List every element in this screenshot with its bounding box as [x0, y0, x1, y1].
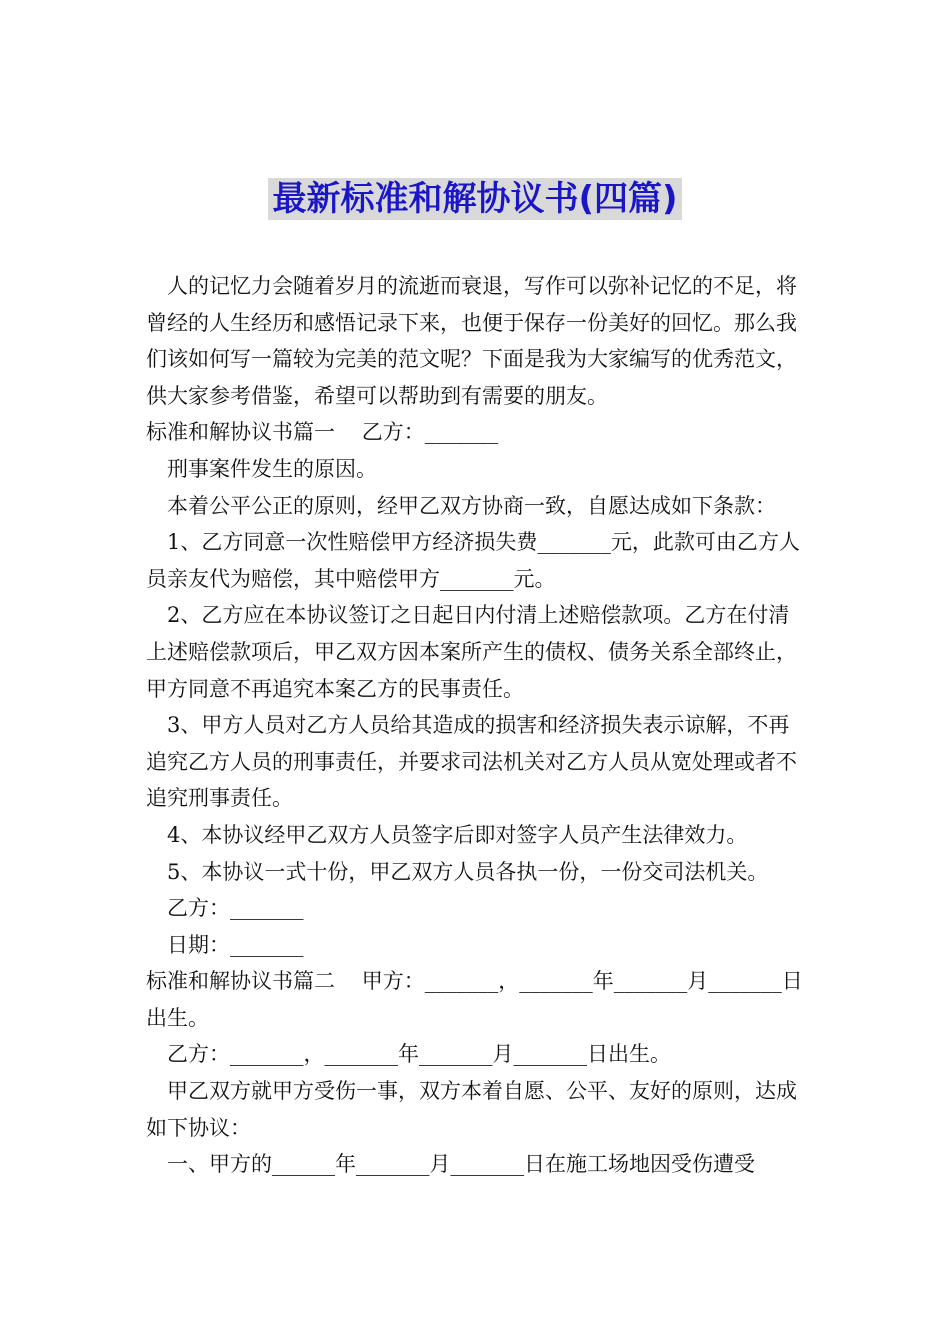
document-title: 最新标准和解协议书(四篇) [268, 178, 681, 220]
signature-date: 日期：_______ [167, 932, 304, 957]
principle-paragraph: 本着公平公正的原则，经甲乙双方协商一致，自愿达成如下条款： [167, 493, 776, 518]
party-b-line: 乙方：_______，_______年_______月_______日出生。 [167, 1042, 671, 1067]
clause-4: 4、本协议经甲乙双方人员签字后即对签字人员产生法律效力。 [167, 822, 748, 847]
clause-2: 2、乙方应在本协议签订之日起日内付清上述赔偿款项。乙方在付清上述赔偿款项后，甲乙双方因本案所产生的债权、债务关系全部终止，甲方同意不再追究本案乙方的民事责任。 [146, 603, 797, 701]
title-container [0, 178, 950, 220]
clause-5: 5、本协议一式十份，甲乙双方人员各执一份，一份交司法机关。 [167, 859, 769, 884]
section-heading-1: 标准和解协议书篇一 乙方：_______ [146, 420, 499, 445]
cause-paragraph: 刑事案件发生的原因。 [167, 456, 377, 481]
document-body [146, 268, 810, 1183]
item-1: 一、甲方的______年_______月_______日在施工场地因受伤遭受 [167, 1152, 755, 1177]
section-heading-2: 标准和解协议书篇二 甲方：_______，_______年_______月_______日出生。 [146, 969, 803, 1030]
signature-party-b: 乙方：_______ [167, 896, 304, 921]
agreement-paragraph: 甲乙双方就甲方受伤一事，双方本着自愿、公平、友好的原则，达成如下协议： [146, 1079, 797, 1140]
clause-1: 1、乙方同意一次性赔偿甲方经济损失费_______元，此款可由乙方人员亲友代为赔偿，其中赔偿甲方_______元。 [146, 530, 800, 591]
clause-3: 3、甲方人员对乙方人员给其造成的损害和经济损失表示谅解，不再追究乙方人员的刑事责任，并要求司法机关对乙方人员从宽处理或者不追究刑事责任。 [146, 713, 797, 811]
intro-paragraph: 人的记忆力会随着岁月的流逝而衰退，写作可以弥补记忆的不足，将曾经的人生经历和感悟记录下来，也便于保存一份美好的回忆。那么我们该如何写一篇较为完美的范文呢？下面是我为大家编写的优秀范文，供大家参考借鉴，希望可以帮助到有需要的朋友。 [146, 274, 797, 408]
